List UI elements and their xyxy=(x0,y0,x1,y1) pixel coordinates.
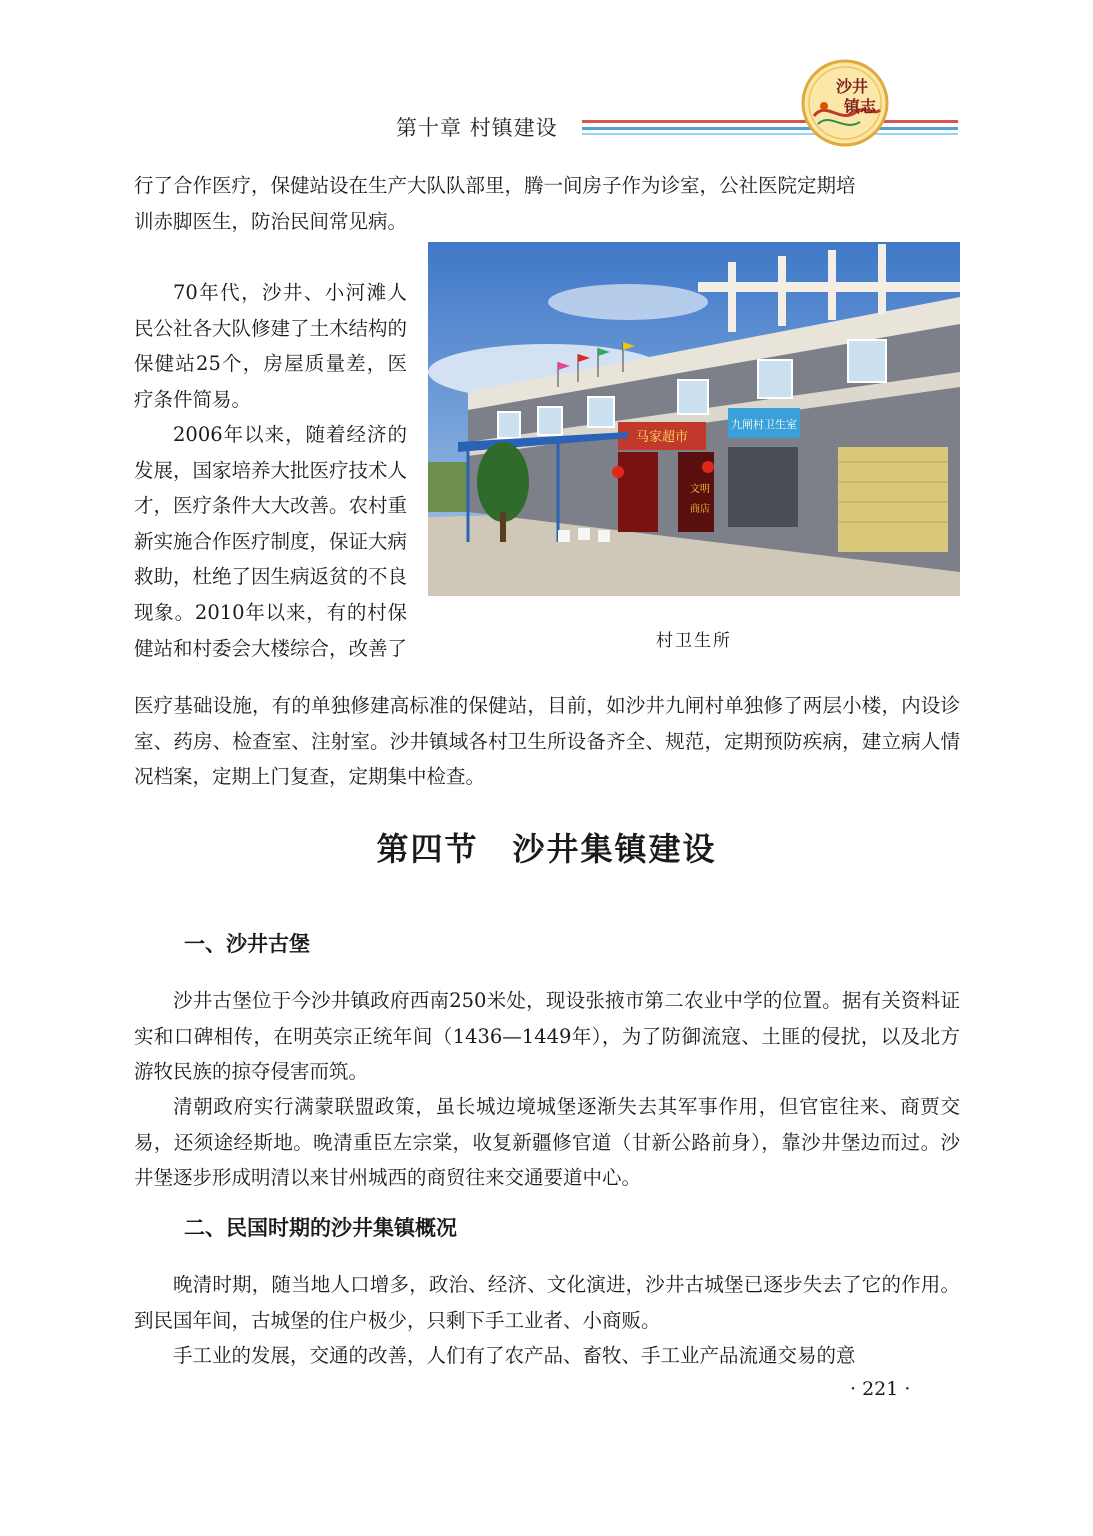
page-number: · 221 · xyxy=(850,1378,911,1400)
clinic-sign: 九闸村卫生室 xyxy=(731,418,797,431)
svg-text:镇志: 镇志 xyxy=(844,97,877,116)
paragraph-qing-policy: 清朝政府实行满蒙联盟政策，虽长城边境城堡逐渐失去其军事作用，但官宦往来、商贾交易，还须途经斯地。晚清重臣左宗棠，收复新疆修官道（甘新公路前身），靠沙井堡边而过。沙井堡逐步形成明清以来甘州城西的商贸往来交通要道中心。 xyxy=(134,1095,960,1190)
svg-text:沙井: 沙井 xyxy=(836,77,869,96)
book-seal-logo xyxy=(800,58,890,148)
header-rule-red xyxy=(582,120,958,123)
paragraph-late-qing: 晚清时期，随当地人口增多，政治、经济、文化演进，沙井古城堡已逐步失去了它的作用。到民国年间，古城堡的住户极少，只剩下手工业者、小商贩。 xyxy=(134,1273,960,1332)
paragraph-handicraft: 手工业的发展，交通的改善，人们有了农产品、畜牧、手工业产品流通交易的意 xyxy=(173,1344,856,1367)
sub-heading-old-fort: 一、沙井古堡 xyxy=(184,932,310,956)
door-sign-left: 文明 xyxy=(690,484,710,495)
village-clinic-photo xyxy=(428,242,960,596)
chapter-header: 第十章 村镇建设 xyxy=(396,116,558,140)
section-title: 第四节 沙井集镇建设 xyxy=(376,830,717,868)
photo-caption: 村卫生所 xyxy=(656,631,732,651)
intro-line: 行了合作医疗，保健站设在生产大队队部里，腾一间房子作为诊室，公社医院定期培 xyxy=(134,174,856,197)
header-rule-blue xyxy=(582,127,958,130)
paragraph-fort-location: 沙井古堡位于今沙井镇政府西南250米处，现设张掖市第二农业中学的位置。据有关资料证实和口碑相传，在明英宗正统年间（1436—1449年），为了防御流寇、土匪的侵扰，以及北方游牧民族的掠夺侵害而筑。 xyxy=(134,989,960,1084)
paragraph-70s: 70年代，沙井、小河滩人民公社各大队修建了土木结构的保健站25个，房屋质量差，医疗条件简易。 xyxy=(134,281,408,411)
paragraph-2006: 2006年以来，随着经济的发展，国家培养大批医疗技术人才，医疗条件大大改善。农村重新实施合作医疗制度，保证大病救助，杜绝了因生病返贫的不良现象。2010年以来，有的村保健站和村委会大楼综合，改善了 xyxy=(134,423,408,660)
header-rule-lightblue xyxy=(582,133,958,135)
door-sign-right: 商店 xyxy=(690,504,710,515)
sub-heading-republic-era: 二、民国时期的沙井集镇概况 xyxy=(184,1216,457,1240)
intro-rest: 训赤脚医生，防治民间常见病。 xyxy=(134,210,408,233)
paragraph-facilities: 医疗基础设施，有的单独修建高标准的保健站，目前，如沙井九闸村单独修了两层小楼，内设诊室、药房、检查室、注射室。沙井镇域各村卫生所设备齐全、规范，定期预防疾病，建立病人情况档案，定期上门复查，定期集中检查。 xyxy=(134,694,960,789)
shop-sign: 马家超市 xyxy=(635,430,689,445)
